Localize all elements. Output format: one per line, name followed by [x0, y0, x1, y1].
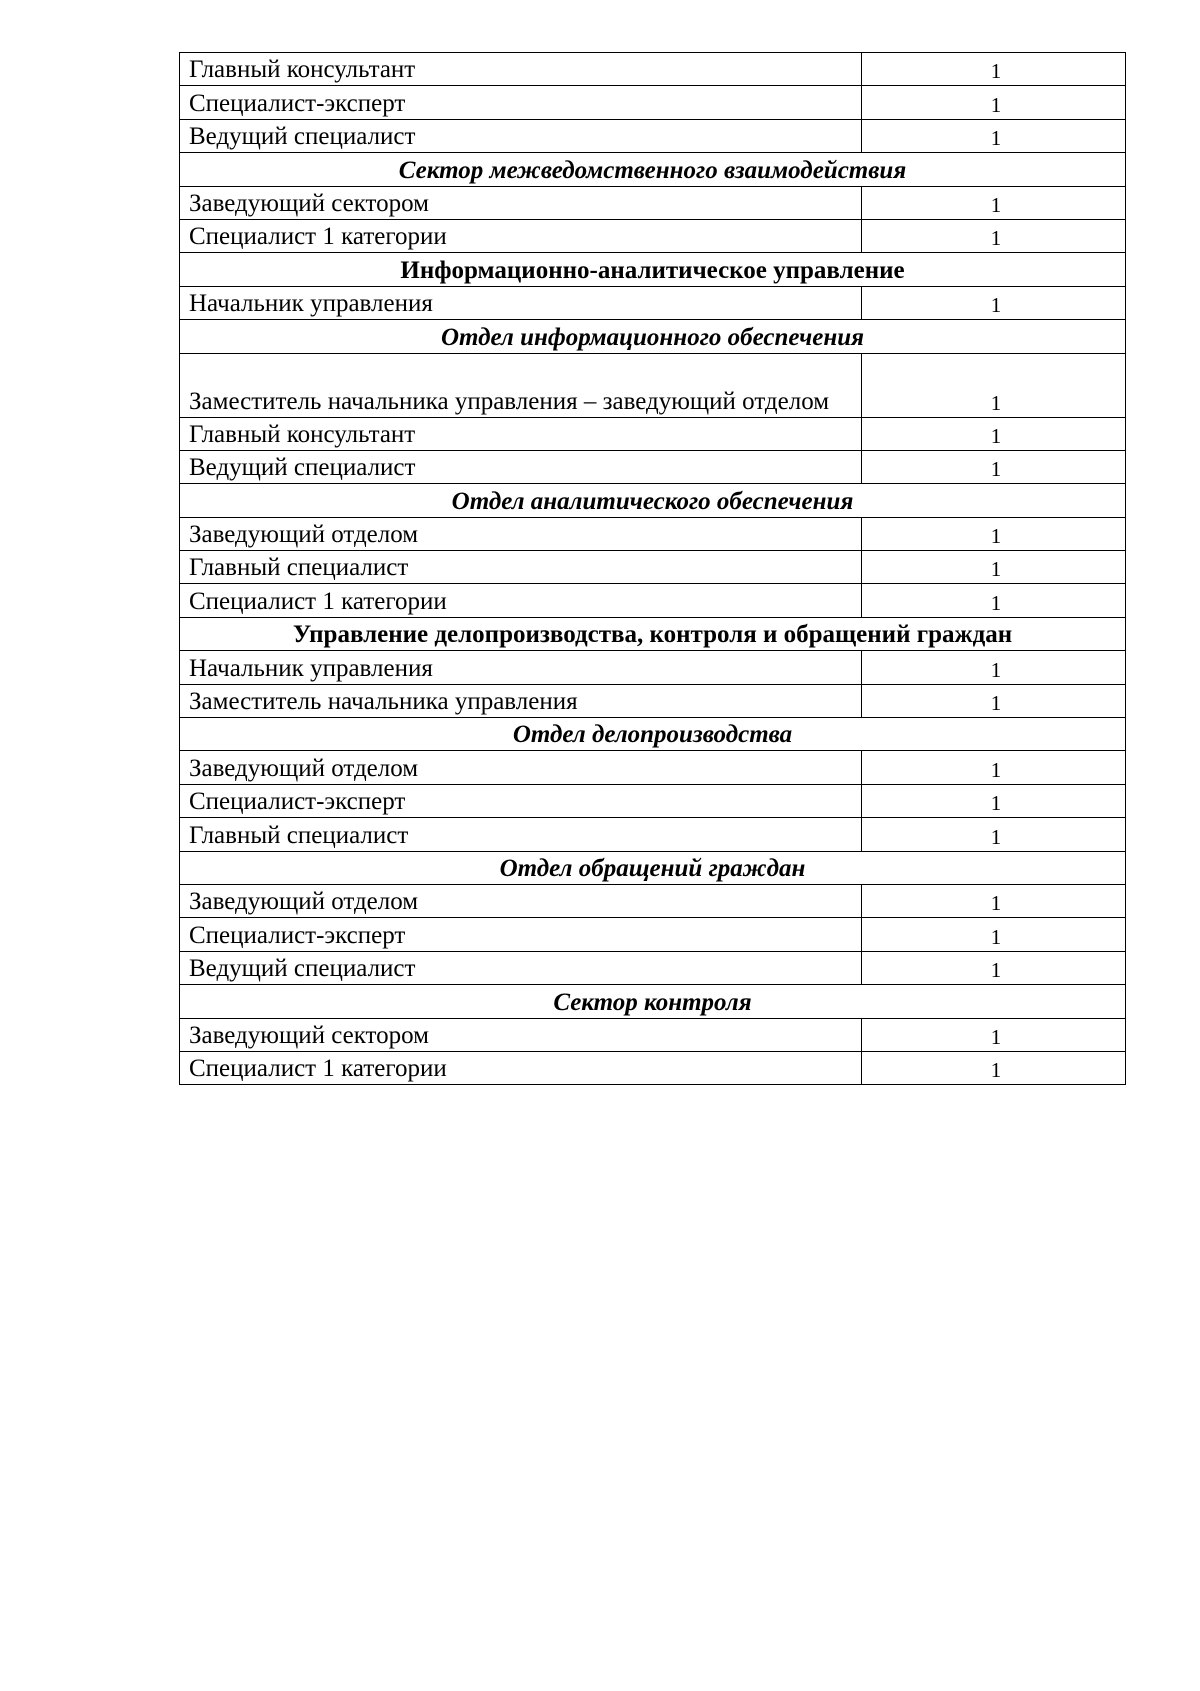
position-title: Заместитель начальника управления – заведующий отделом	[180, 353, 862, 417]
position-row	[180, 517, 1126, 550]
position-count: 1	[862, 918, 1126, 951]
position-count: 1	[862, 353, 1126, 417]
position-count: 1	[862, 186, 1126, 219]
section-title: Управление делопроизводства, контроля и обращений граждан	[180, 617, 1126, 650]
department-header-row	[180, 851, 1126, 884]
position-count: 1	[862, 1051, 1126, 1084]
position-count: 1	[862, 417, 1126, 450]
position-count: 1	[862, 219, 1126, 252]
position-count: 1	[862, 818, 1126, 851]
position-row	[180, 584, 1126, 617]
position-count: 1	[862, 1018, 1126, 1051]
section-title: Сектор межведомственного взаимодействия	[180, 153, 1126, 186]
staffing-table	[179, 52, 1126, 1085]
position-row	[180, 353, 1126, 417]
position-count: 1	[862, 584, 1126, 617]
section-title: Отдел аналитического обеспечения	[180, 484, 1126, 517]
position-count: 1	[862, 884, 1126, 917]
department-header-row	[180, 153, 1126, 186]
position-title: Главный консультант	[180, 417, 862, 450]
position-row	[180, 1018, 1126, 1051]
directorate-header-row	[180, 617, 1126, 650]
position-row	[180, 918, 1126, 951]
position-row	[180, 651, 1126, 684]
position-title: Ведущий специалист	[180, 450, 862, 483]
section-title: Сектор контроля	[180, 985, 1126, 1018]
position-title: Ведущий специалист	[180, 119, 862, 152]
position-title: Заведующий отделом	[180, 884, 862, 917]
position-row	[180, 417, 1126, 450]
position-count: 1	[862, 450, 1126, 483]
section-title: Отдел информационного обеспечения	[180, 320, 1126, 353]
position-row	[180, 450, 1126, 483]
position-title: Заместитель начальника управления	[180, 684, 862, 717]
position-title: Специалист-эксперт	[180, 86, 862, 119]
position-title: Специалист 1 категории	[180, 219, 862, 252]
position-title: Ведущий специалист	[180, 951, 862, 984]
position-row	[180, 784, 1126, 817]
position-count: 1	[862, 784, 1126, 817]
position-row	[180, 219, 1126, 252]
position-title: Специалист-эксперт	[180, 784, 862, 817]
position-row	[180, 119, 1126, 152]
department-header-row	[180, 320, 1126, 353]
position-title: Специалист-эксперт	[180, 918, 862, 951]
position-row	[180, 53, 1126, 86]
position-count: 1	[862, 53, 1126, 86]
position-row	[180, 951, 1126, 984]
position-title: Заведующий сектором	[180, 1018, 862, 1051]
position-title: Заведующий отделом	[180, 751, 862, 784]
position-count: 1	[862, 651, 1126, 684]
position-count: 1	[862, 684, 1126, 717]
position-title: Главный специалист	[180, 818, 862, 851]
position-row	[180, 751, 1126, 784]
directorate-header-row	[180, 253, 1126, 286]
position-row	[180, 884, 1126, 917]
position-count: 1	[862, 751, 1126, 784]
department-header-row	[180, 718, 1126, 751]
position-title: Специалист 1 категории	[180, 1051, 862, 1084]
position-row	[180, 818, 1126, 851]
position-title: Главный специалист	[180, 551, 862, 584]
section-title: Информационно-аналитическое управление	[180, 253, 1126, 286]
position-row	[180, 286, 1126, 319]
position-title: Главный консультант	[180, 53, 862, 86]
position-count: 1	[862, 951, 1126, 984]
section-title: Отдел делопроизводства	[180, 718, 1126, 751]
position-count: 1	[862, 86, 1126, 119]
department-header-row	[180, 484, 1126, 517]
staffing-table-body	[180, 53, 1126, 1085]
position-title: Начальник управления	[180, 286, 862, 319]
position-count: 1	[862, 551, 1126, 584]
position-row	[180, 551, 1126, 584]
position-row	[180, 1051, 1126, 1084]
section-title: Отдел обращений граждан	[180, 851, 1126, 884]
position-row	[180, 86, 1126, 119]
position-row	[180, 684, 1126, 717]
position-count: 1	[862, 119, 1126, 152]
position-row	[180, 186, 1126, 219]
position-title: Заведующий отделом	[180, 517, 862, 550]
position-count: 1	[862, 517, 1126, 550]
department-header-row	[180, 985, 1126, 1018]
position-count: 1	[862, 286, 1126, 319]
position-title: Специалист 1 категории	[180, 584, 862, 617]
position-title: Начальник управления	[180, 651, 862, 684]
position-title: Заведующий сектором	[180, 186, 862, 219]
